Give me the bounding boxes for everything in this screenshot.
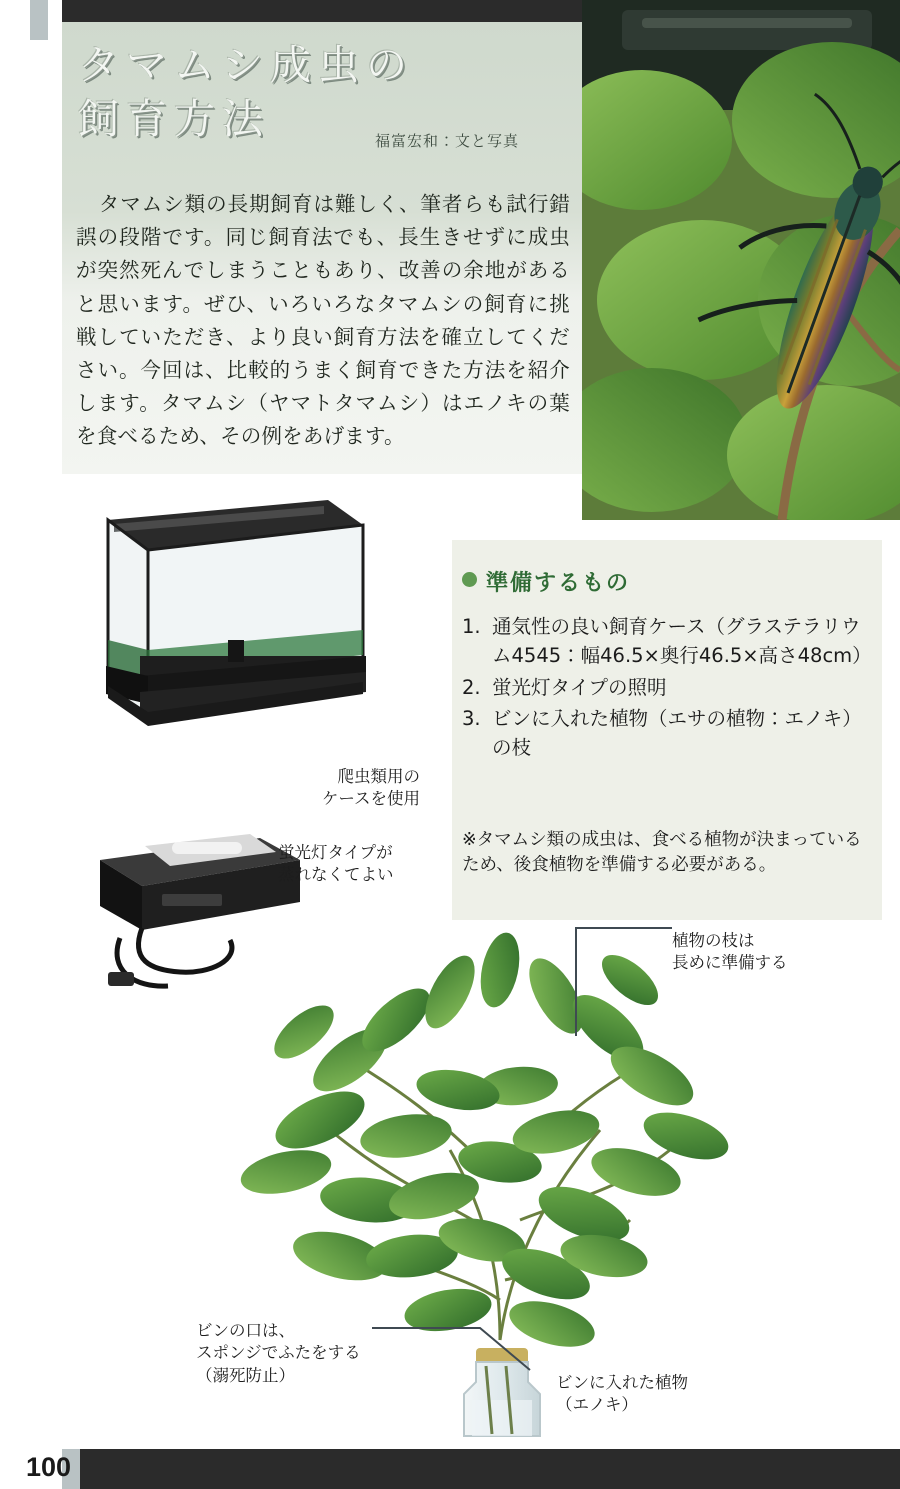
byline: 福富宏和：文と写真 <box>375 132 520 150</box>
photo-terrarium-case <box>78 480 378 750</box>
prepare-note: ※タマムシ類の成虫は、食べる植物が決まっているため、後食植物を準備する必要がある。 <box>462 830 862 875</box>
caption-light-line1: 蛍光灯タイプが <box>278 843 393 862</box>
callout-plant-line1: ビンに入れた植物 <box>556 1373 688 1392</box>
list-item <box>462 704 874 763</box>
lead-paragraph <box>76 188 570 454</box>
callout-branch <box>672 930 842 975</box>
callout-bottle <box>196 1320 416 1387</box>
list-item <box>462 673 874 702</box>
list-item-number: 3. <box>462 706 481 730</box>
caption-light-line2: 蒸れなくてよい <box>278 865 394 885</box>
list-item-text: 蛍光灯タイプの照明 <box>492 675 667 699</box>
caption-light <box>278 842 438 887</box>
caption-case-line2: ケースを使用 <box>321 789 420 809</box>
prepare-heading: 準備するもの <box>486 571 631 596</box>
top-edge-tab <box>30 0 48 40</box>
footer-band <box>0 1449 900 1489</box>
list-item-number: 1. <box>462 615 481 638</box>
list-item-text: 通気性の良い飼育ケース（グラステラリウム4545：幅46.5×奥行46.5×高さ48cm） <box>492 615 872 668</box>
prepare-list <box>462 612 874 764</box>
list-item-text: ビンに入れた植物（エサの植物：エノキ）の枝 <box>492 706 862 759</box>
title-line-2: 飼育方法 <box>78 95 270 144</box>
terrarium-illustration <box>78 480 378 750</box>
caption-case-line1: 爬虫類用の <box>337 767 420 786</box>
title-line-1: タマムシ成虫の <box>78 41 414 89</box>
list-item <box>462 612 874 671</box>
bullet-icon <box>462 572 477 587</box>
caption-case <box>270 766 420 811</box>
callout-bottle-line1: ビンの口は、 <box>196 1321 295 1340</box>
jewel-beetle-illustration <box>582 0 900 520</box>
page-number: 100 <box>26 1452 72 1482</box>
callout-branch-line2: 長めに準備する <box>672 953 788 973</box>
callout-branch-line1: 植物の枝は <box>672 931 755 950</box>
callout-bottle-line2: スポンジでふたをする <box>196 1343 361 1363</box>
callout-plant <box>556 1372 756 1417</box>
photo-jewel-beetle <box>582 0 900 520</box>
callout-plant-line2: （エノキ） <box>556 1395 638 1415</box>
lead-text: タマムシ類の長期飼育は難しく、筆者らも試行錯誤の段階です。同じ飼育法でも、長生きせずに成虫が突然死んでしまうこともあり、改善の余地があると思います。ぜひ、いろいろなタマムシの飼育に挑戦していただき、より良い飼育方法を確立してください。今回は、比較的うまく飼育できた方法を紹介します。タマムシ（ヤマトタマムシ）はエノキの葉を食べるため、その例をあげます。 <box>76 192 570 449</box>
list-item-number: 2. <box>462 675 481 699</box>
leader-line-branch <box>560 920 690 1040</box>
callout-bottle-line3: （溺死防止） <box>196 1365 295 1385</box>
